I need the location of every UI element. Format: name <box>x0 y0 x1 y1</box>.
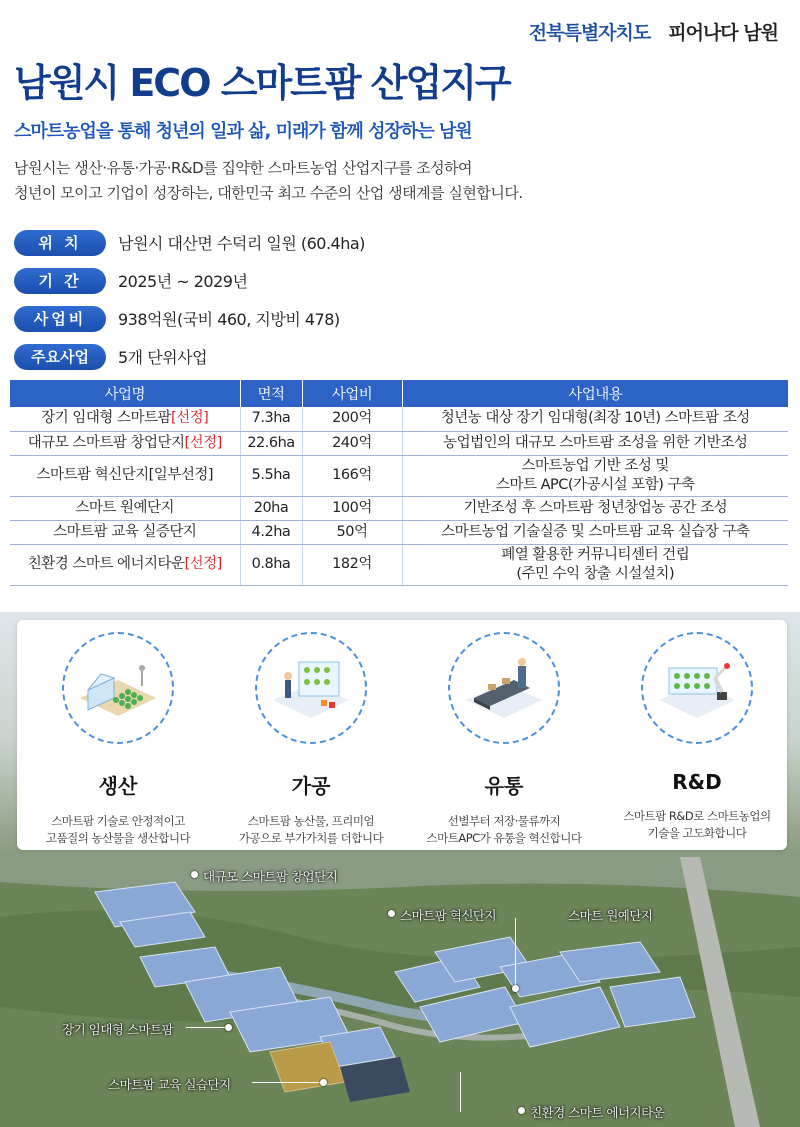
info-row-main-projects <box>14 343 365 370</box>
callout-line <box>186 1027 226 1028</box>
callout-lease-smartfarm: 장기 임대형 스마트팜 <box>62 1022 174 1037</box>
category-desc: 선별부터 저장·물류까지 스마트APC가 유통을 혁신합니다 <box>426 814 582 845</box>
greenhouse-icon <box>62 632 174 744</box>
category-desc: 스마트팜 농산물, 프리미엄 가공으로 부가가치를 더합니다 <box>238 814 384 845</box>
table-row <box>10 520 788 544</box>
info-label: 기 간 <box>14 268 106 294</box>
jeonbuk-logo: 전북특별자치도 <box>528 22 651 44</box>
processing-lab-icon <box>255 632 367 744</box>
category-title: R&D <box>672 770 722 794</box>
cell-area: 4.2ha <box>240 520 302 544</box>
cell-cost: 166억 <box>302 455 402 496</box>
category-rnd <box>617 632 777 842</box>
cell-cost: 240억 <box>302 431 402 455</box>
lower-section <box>0 612 800 1127</box>
table-row <box>10 455 788 496</box>
info-row-location <box>14 229 365 256</box>
cell-name: 대규모 스마트팜 창업단지[선정] <box>10 431 240 455</box>
callout-line <box>252 1082 322 1083</box>
callout-startup-complex: 대규모 스마트팜 창업단지 <box>203 869 338 884</box>
cell-content: 스마트농업 기술실증 및 스마트팜 교육 실습장 구축 <box>402 520 788 544</box>
callout-horticulture-complex: 스마트 원예단지 <box>568 908 653 923</box>
intro-line: 청년이 모이고 기업이 성장하는, 대한민국 최고 수준의 산업 생태계를 실현합니다. <box>14 184 523 202</box>
table-row <box>10 496 788 520</box>
intro-line: 남원시는 생산·유통·가공·R&D를 집약한 스마트농업 산업지구를 조성하여 <box>14 159 473 177</box>
cell-name: 스마트 원예단지 <box>10 496 240 520</box>
cell-content: 청년농 대상 장기 임대형(최장 10년) 스마트팜 조성 <box>402 407 788 431</box>
aerial-site-map <box>0 857 800 1127</box>
category-title: 유통 <box>484 774 524 798</box>
conveyor-icon <box>448 632 560 744</box>
callout-energy-town: 친환경 스마트 에너지타운 <box>530 1105 665 1120</box>
info-value: 남원시 대산면 수덕리 일원 (60.4ha) <box>118 234 365 253</box>
callout-dot <box>388 910 395 917</box>
info-value: 938억원(국비 460, 지방비 478) <box>118 310 340 329</box>
category-distribution <box>424 632 584 847</box>
header-cost: 사업비 <box>302 380 402 407</box>
category-desc: 스마트팜 R&D로 스마트농업의 기술을 고도화합니다 <box>623 809 771 840</box>
callout-dot <box>518 1107 525 1114</box>
robot-arm-icon <box>641 632 753 744</box>
cell-cost: 200억 <box>302 407 402 431</box>
callout-innovation-complex: 스마트팜 혁신단지 <box>400 908 497 923</box>
table-row <box>10 431 788 455</box>
cell-area: 7.3ha <box>240 407 302 431</box>
cell-content: 폐열 활용한 커뮤니티센터 건립 (주민 수익 창출 시설설치) <box>402 544 788 585</box>
callout-education-complex: 스마트팜 교육 실습단지 <box>108 1077 231 1092</box>
header-area: 면적 <box>240 380 302 407</box>
cell-name: 장기 임대형 스마트팜[선정] <box>10 407 240 431</box>
page-subtitle: 스마트농업을 통해 청년의 일과 삶, 미래가 함께 성장하는 남원 <box>14 121 472 142</box>
project-table <box>10 380 788 586</box>
callout-dot <box>320 1079 327 1086</box>
value-chain-card <box>17 620 787 850</box>
cell-content: 스마트농업 기반 조성 및 스마트 APC(가공시설 포함) 구축 <box>402 455 788 496</box>
info-row-budget <box>14 305 365 332</box>
callout-dot <box>225 1024 232 1031</box>
cell-cost: 50억 <box>302 520 402 544</box>
info-row-period <box>14 267 365 294</box>
cell-area: 5.5ha <box>240 455 302 496</box>
cell-name: 친환경 스마트 에너지타운[선정] <box>10 544 240 585</box>
table-row <box>10 407 788 431</box>
callout-line <box>460 1072 461 1112</box>
table-header-row <box>10 380 788 407</box>
info-label: 주요사업 <box>14 344 106 370</box>
callout-line <box>515 918 516 988</box>
info-label: 사업비 <box>14 306 106 332</box>
cell-name: 스마트팜 혁신단지[일부선정] <box>10 455 240 496</box>
page-title: 남원시 ECO 스마트팜 산업지구 <box>14 61 510 105</box>
cell-area: 22.6ha <box>240 431 302 455</box>
cell-name: 스마트팜 교육 실증단지 <box>10 520 240 544</box>
category-production <box>38 632 198 847</box>
cell-cost: 100억 <box>302 496 402 520</box>
selected-tag: [선정] <box>184 556 222 572</box>
info-value: 5개 단위사업 <box>118 348 208 367</box>
category-title: 가공 <box>291 774 331 798</box>
project-info <box>14 229 365 381</box>
category-title: 생산 <box>98 774 138 798</box>
cell-content: 기반조성 후 스마트팜 청년창업농 공간 조성 <box>402 496 788 520</box>
info-value: 2025년 ~ 2029년 <box>118 272 248 291</box>
category-processing <box>231 632 391 847</box>
info-label: 위 치 <box>14 230 106 256</box>
cell-area: 0.8ha <box>240 544 302 585</box>
category-desc: 스마트팜 기술로 안정적이고 고품질의 농산물을 생산합니다 <box>45 814 191 845</box>
cell-cost: 182억 <box>302 544 402 585</box>
cell-content: 농업법인의 대규모 스마트팜 조성을 위한 기반조성 <box>402 431 788 455</box>
header-content: 사업내용 <box>402 380 788 407</box>
selected-tag: [선정] <box>170 410 209 427</box>
header-logos <box>529 18 778 45</box>
header-name: 사업명 <box>10 380 240 407</box>
intro-text <box>14 156 523 206</box>
table-row <box>10 544 788 585</box>
callout-dot <box>191 871 198 878</box>
callout-dot <box>512 985 519 992</box>
namwon-logo: 피어나다 남원 <box>668 22 778 44</box>
selected-tag: [선정] <box>184 434 222 451</box>
cell-area: 20ha <box>240 496 302 520</box>
